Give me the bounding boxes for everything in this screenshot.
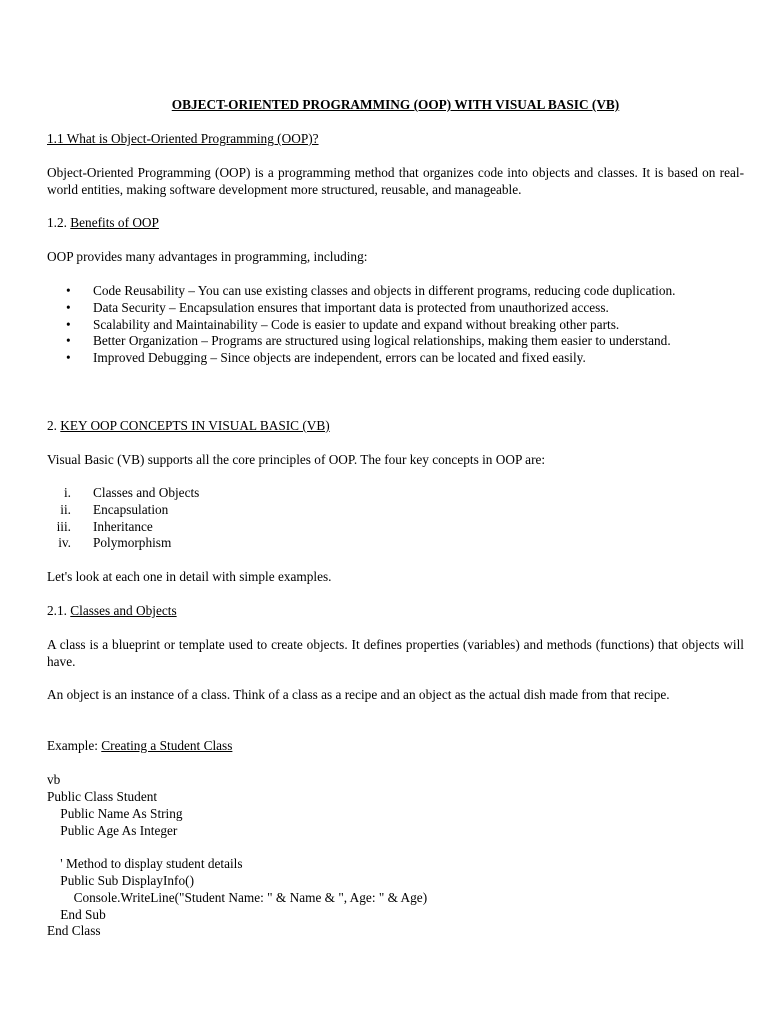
code-line: Console.WriteLine("Student Name: " & Name & ", Age: " & Age): [47, 889, 428, 905]
list-number: iv.: [58, 535, 71, 551]
code-block: [47, 789, 744, 940]
list-number: ii.: [60, 501, 71, 517]
section-1-1-heading: 1.1 What is Object-Oriented Programming (OOP)?: [47, 131, 319, 146]
section-1-2-title: Benefits of OOP: [70, 215, 159, 230]
bullet-icon: •: [66, 350, 71, 366]
section-2-1-paragraph-2: An object is an instance of a class. Think of a class as a recipe and an object as the actual dish made from that recipe.: [47, 687, 670, 702]
section-2-outro: Let's look at each one in detail with simple examples.: [47, 569, 332, 584]
code-line: ' Method to display student details: [47, 856, 243, 872]
section-2-title: KEY OOP CONCEPTS IN VISUAL BASIC (VB): [60, 418, 330, 433]
benefit-text: Data Security – Encapsulation ensures that important data is protected from unauthorized access.: [93, 299, 609, 315]
list-number: i.: [63, 485, 71, 500]
concept-label: Inheritance: [93, 518, 153, 534]
list-item: [47, 350, 744, 367]
section-2-heading: [47, 418, 744, 435]
concepts-list: [47, 485, 744, 552]
section-2-1-title: Classes and Objects: [70, 603, 177, 618]
concept-label: Encapsulation: [93, 501, 169, 517]
example-title: Creating a Student Class: [101, 738, 233, 753]
code-language-label: vb: [47, 772, 61, 787]
section-2-number: 2.: [47, 418, 61, 433]
section-2-1-heading: [47, 603, 744, 620]
list-item: [47, 317, 744, 334]
section-1-1-paragraph: Object-Oriented Programming (OOP) is a programming method that organizes code into objects and classes. It is based on real-world entities, making software development more structured, reusable, and manageable.: [47, 165, 744, 197]
benefit-text: Improved Debugging – Since objects are independent, errors can be located and fixed easily.: [93, 350, 586, 366]
code-line: [47, 839, 744, 856]
section-1-2-number: 1.2.: [47, 215, 71, 230]
section-1-2-intro: OOP provides many advantages in programming, including:: [47, 249, 368, 264]
list-item: [47, 283, 744, 300]
benefit-text: Better Organization – Programs are structured using logical relationships, making them easier to understand.: [93, 333, 671, 349]
code-line: End Sub: [47, 906, 106, 922]
section-1-2-heading: [47, 215, 744, 232]
code-line: Public Age As Integer: [47, 822, 178, 838]
list-item: [47, 519, 744, 536]
section-2-1-number: 2.1.: [47, 603, 71, 618]
benefit-text: Code Reusability – You can use existing classes and objects in different programs, reducing code duplication.: [93, 283, 676, 298]
code-line: Public Name As String: [47, 805, 183, 821]
section-2-1-paragraph-1: A class is a blueprint or template used to create objects. It defines properties (variables) and methods (functions) that objects will have.: [47, 637, 744, 669]
concept-label: Polymorphism: [93, 535, 172, 551]
bullet-icon: •: [66, 316, 71, 332]
list-number: iii.: [56, 518, 71, 534]
list-item: [47, 485, 744, 502]
bullet-icon: •: [66, 283, 71, 298]
code-line: Public Class Student: [47, 789, 158, 804]
code-line: End Class: [47, 923, 101, 939]
example-heading: [47, 738, 744, 755]
benefit-text: Scalability and Maintainability – Code is easier to update and expand without breaking other parts.: [93, 316, 620, 332]
bullet-icon: •: [66, 333, 71, 349]
list-item: [47, 502, 744, 519]
section-2-intro: Visual Basic (VB) supports all the core principles of OOP. The four key concepts in OOP are:: [47, 452, 546, 467]
list-item: [47, 333, 744, 350]
example-prefix: Example:: [47, 738, 102, 753]
list-item: [47, 535, 744, 552]
document-title: OBJECT-ORIENTED PROGRAMMING (OOP) WITH VISUAL BASIC (VB): [171, 97, 620, 112]
list-item: [47, 300, 744, 317]
code-line: Public Sub DisplayInfo(): [47, 872, 194, 888]
bullet-icon: •: [66, 299, 71, 315]
benefits-list: [47, 283, 744, 367]
concept-label: Classes and Objects: [93, 485, 200, 500]
